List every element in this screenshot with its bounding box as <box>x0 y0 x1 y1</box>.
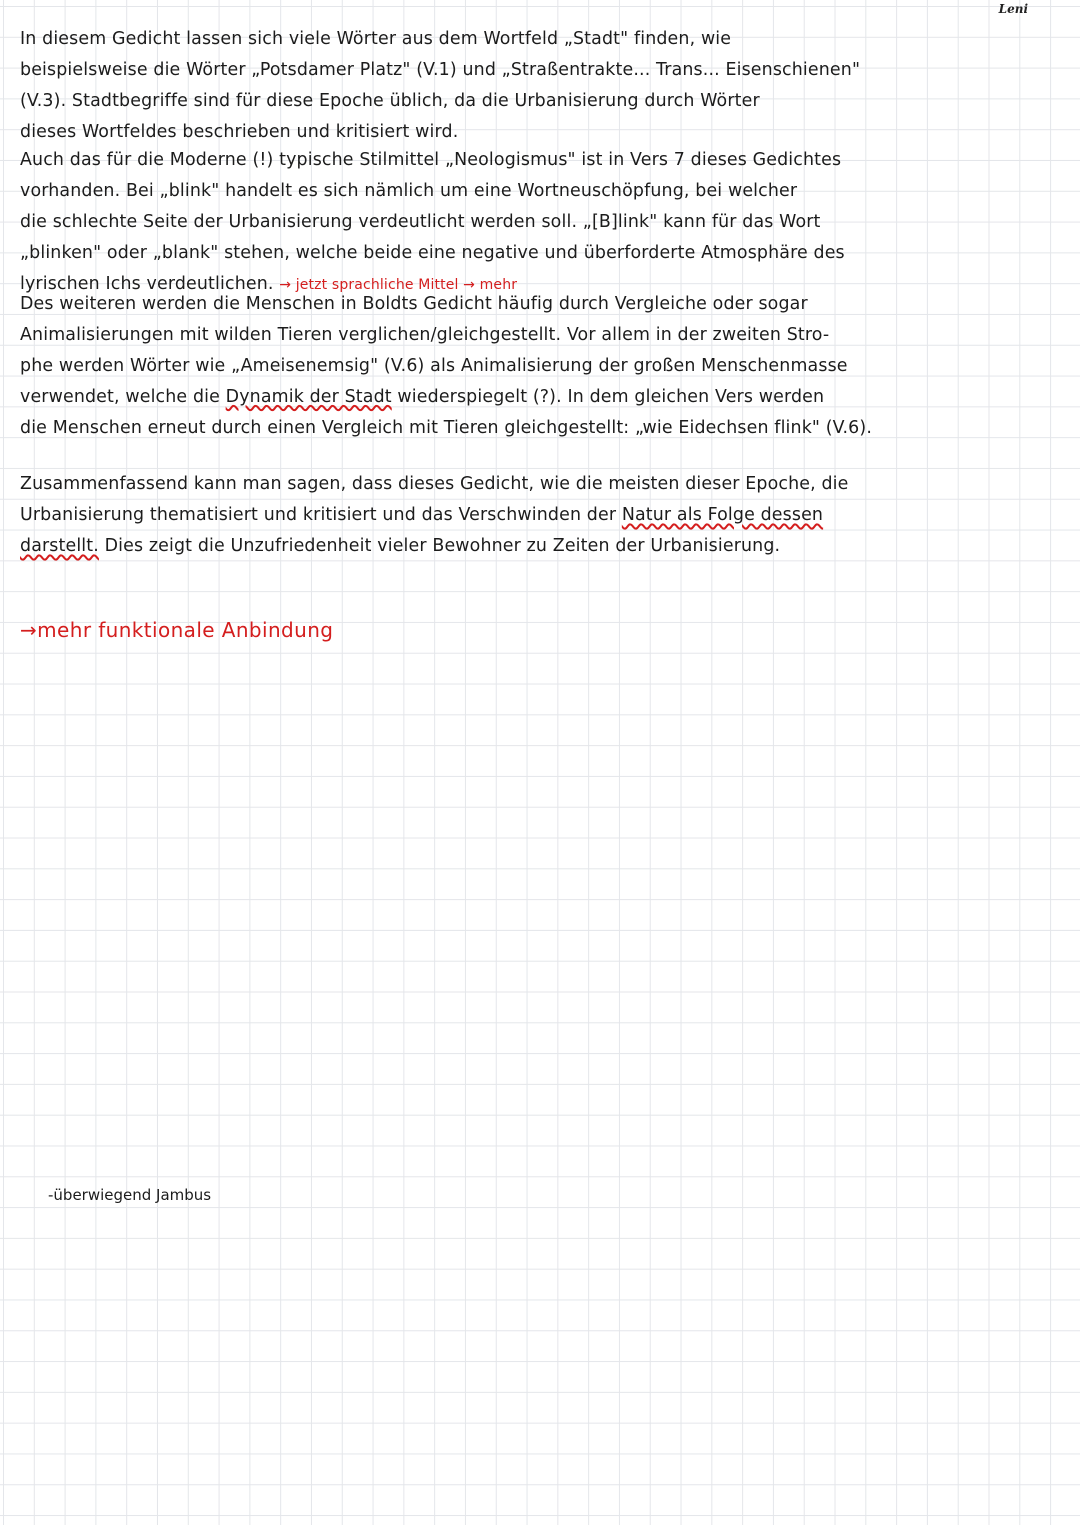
paragraph-animalisierung <box>20 289 1062 444</box>
text-line <box>20 500 1062 531</box>
underlined-phrase: Natur als Folge dessen <box>621 504 824 525</box>
text-segment: lyrischen Ichs verdeutlichen. <box>20 273 274 294</box>
text-line <box>20 531 1062 562</box>
teacher-annotation: → jetzt sprachliche Mittel → mehr <box>279 276 518 293</box>
text-line: beispielsweise die Wörter „Potsdamer Platz" (V.1) und „Straßentrakte... Trans... Eisenschienen" <box>20 59 861 80</box>
text-line: Animalisierungen mit wilden Tieren verglichen/gleichgestellt. Vor allem in der zweiten Stro- <box>20 324 830 345</box>
text-line: Zusammenfassend kann man sagen, dass dieses Gedicht, wie die meisten dieser Epoche, die <box>20 474 849 494</box>
text-line: Auch das für die Moderne (!) typische Stilmittel „Neologismus" ist in Vers 7 dieses Gedichtes <box>20 150 842 170</box>
text-segment: verwendet, welche die <box>20 386 226 407</box>
text-segment: Urbanisierung thematisiert und kritisiert und das Verschwinden der <box>20 504 622 525</box>
text-line <box>20 382 1062 413</box>
text-line: die schlechte Seite der Urbanisierung verdeutlicht werden soll. „[B]link" kann für das Wort <box>20 211 821 232</box>
text-line: (V.3). Stadtbegriffe sind für diese Epoche üblich, da die Urbanisierung durch Wörter <box>20 90 760 111</box>
paragraph-neologismus <box>20 145 1062 301</box>
text-line: „blinken" oder „blank" stehen, welche beide eine negative und überforderte Atmosphäre des <box>20 242 845 263</box>
text-segment: wiederspiegelt (?). In dem gleichen Vers werden <box>391 386 825 407</box>
text-segment: Dies zeigt die Unzufriedenheit vieler Bewohner zu Zeiten der Urbanisierung. <box>98 535 781 556</box>
text-line: dieses Wortfeldes beschrieben und kritisiert wird. <box>20 121 459 142</box>
underlined-phrase: darstellt. <box>20 535 99 556</box>
text-line: vorhanden. Bei „blink" handelt es sich nämlich um eine Wortneuschöpfung, bei welcher <box>20 180 798 201</box>
teacher-comment: →mehr funktionale Anbindung <box>20 618 334 642</box>
text-line: phe werden Wörter wie „Ameisenemsig" (V.6) als Animalisierung der großen Menschenmasse <box>20 355 848 376</box>
text-line: Des weiteren werden die Menschen in Boldts Gedicht häufig durch Vergleiche oder sogar <box>20 294 808 314</box>
paragraph-wortfeld-stadt <box>20 24 1062 148</box>
paragraph-zusammenfassung <box>20 469 1062 562</box>
underlined-phrase: Dynamik der Stadt <box>225 386 392 407</box>
text-line: In diesem Gedicht lassen sich viele Wörter aus dem Wortfeld „Stadt" finden, wie <box>20 29 732 49</box>
text-line: die Menschen erneut durch einen Vergleich mit Tieren gleichgestellt: „wie Eidechsen flink" (V.6). <box>20 417 872 438</box>
author-name: Leni <box>998 2 1028 16</box>
margin-note: -überwiegend Jambus <box>48 1186 212 1204</box>
